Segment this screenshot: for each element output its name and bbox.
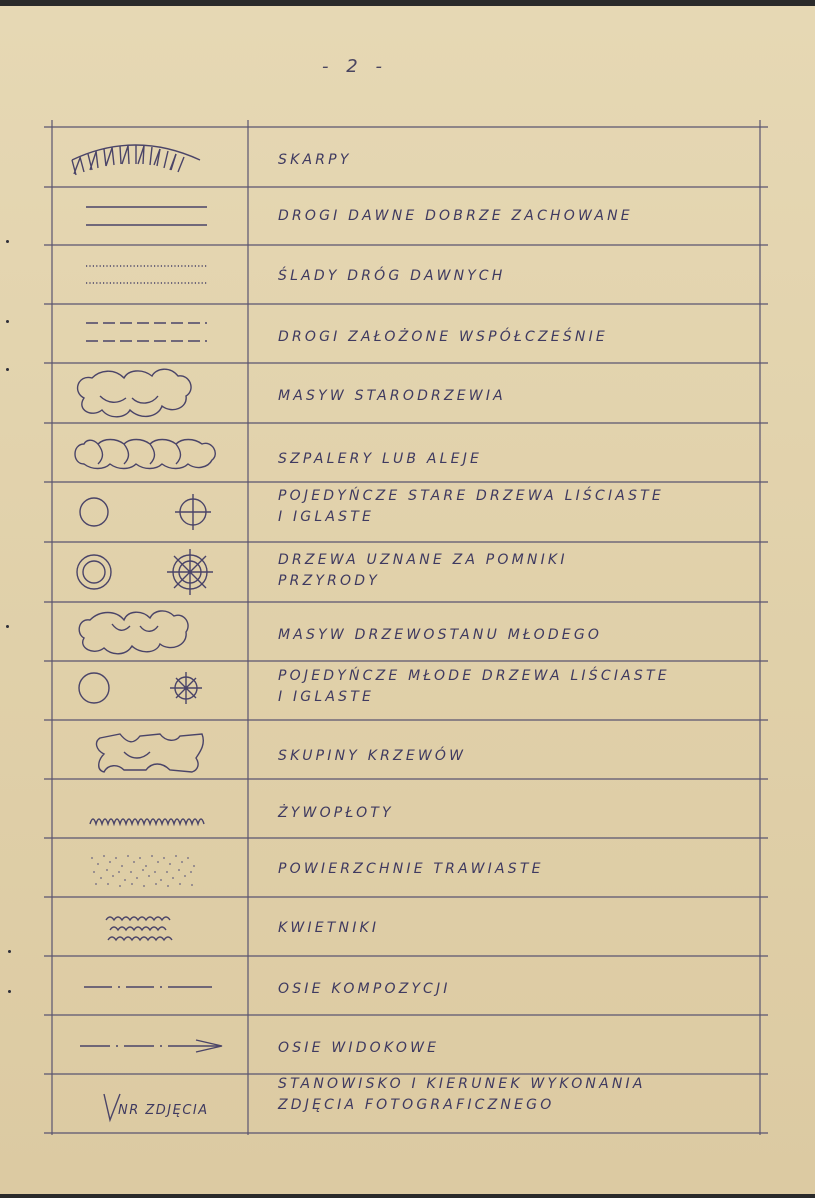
flowerbed-symbol xyxy=(106,917,172,940)
legend-label-road-traces: ŚLADY DRÓG DAWNYCH xyxy=(278,268,506,284)
young-tree-symbol xyxy=(79,672,202,704)
legend-label-escarpment: SKARPY xyxy=(278,152,352,168)
double-dashed-line-symbol xyxy=(86,323,207,341)
monument-tree-symbol xyxy=(77,549,213,595)
legend-label-young-stand: MASYW DRZEWOSTANU MŁODEGO xyxy=(278,627,603,643)
legend-label-grass: POWIERZCHNIE TRAWIASTE xyxy=(278,861,544,877)
page-number: - 2 - xyxy=(322,56,388,77)
double-dotted-line-symbol xyxy=(86,266,207,283)
legend-label-hedges: ŻYWOPŁOTY xyxy=(278,805,394,821)
escarpment-symbol xyxy=(72,145,200,175)
hedge-wave-symbol xyxy=(90,819,204,824)
legend-label-photo-point: STANOWISKO I KIERUNEK WYKONANIA ZDJĘCIA FOTOGRAFICZNEGO xyxy=(278,1076,646,1113)
single-tree-symbol xyxy=(80,494,211,530)
legend-label-composition-axes: OSIE KOMPOZYCJI xyxy=(278,981,451,997)
cloud-outline-symbol xyxy=(78,369,191,417)
legend-label-shrub-groups: SKUPINY KRZEWÓW xyxy=(278,748,467,764)
legend-label-view-axes: OSIE WIDOKOWE xyxy=(278,1040,440,1056)
double-solid-line-symbol xyxy=(86,207,207,225)
legend-label-alleys: SZPALERY LUB ALEJE xyxy=(278,451,483,467)
arrow-axis-symbol xyxy=(80,1040,222,1052)
legend-label-monument-trees: DRZEWA UZNANE ZA POMNIKI PRZYRODY xyxy=(278,552,568,589)
legend-label-old-roads: DROGI DAWNE DOBRZE ZACHOWANE xyxy=(278,208,633,224)
legend-label-single-old-trees: POJEDYŃCZE STARE DRZEWA LIŚCIASTE I IGLASTE xyxy=(278,488,664,525)
bead-row-symbol xyxy=(75,440,215,469)
legend-label-modern-roads: DROGI ZAŁOŻONE WSPÓŁCZEŚNIE xyxy=(278,329,608,345)
grass-stipple-symbol xyxy=(91,855,195,887)
young-cloud-symbol xyxy=(79,611,188,654)
legend-label-old-stand: MASYW STARODRZEWIA xyxy=(278,388,506,404)
shrub-group-symbol xyxy=(97,734,204,772)
legend-label-flowerbeds: KWIETNIKI xyxy=(278,920,380,936)
legend-label-single-young-trees: POJEDYŃCZE MŁODE DRZEWA LIŚCIASTE I IGLASTE xyxy=(278,668,670,705)
photo-number-label: NR ZDJĘCIA xyxy=(118,1103,209,1118)
